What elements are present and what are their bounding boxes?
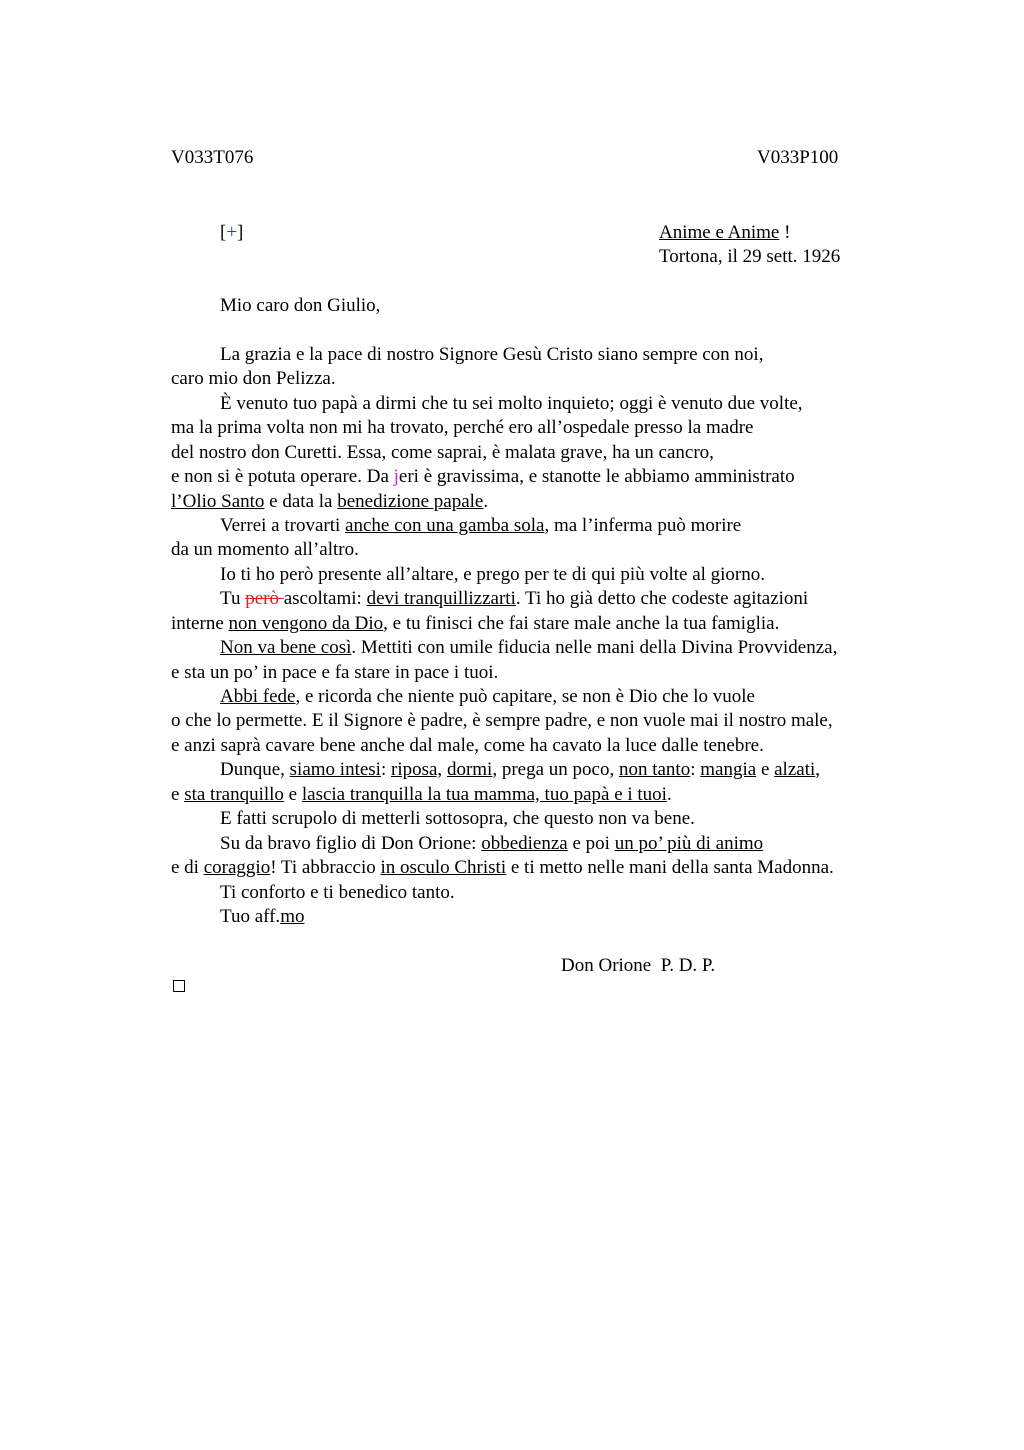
signature: Don Orione P. D. P.	[561, 955, 716, 976]
letter-line: La grazia e la pace di nostro Signore Gesù Cristo siano sempre con noi,	[220, 344, 764, 365]
cross-icon: +	[226, 222, 238, 243]
motto-punct: !	[779, 222, 791, 243]
salutation: Mio caro don Giulio,	[220, 295, 381, 316]
document-code-right: V033P100	[757, 147, 839, 168]
letter-line: da un momento all’altro.	[171, 539, 359, 560]
letter-line: e sta tranquillo e lascia tranquilla la tua mamma, tuo papà e i tuoi.	[171, 784, 672, 805]
letter-line: e non si è potuta operare. Da jeri è gravissima, e stanotte le abbiamo amministrato	[171, 466, 795, 487]
letter-line: l’Olio Santo e data la benedizione papale.	[171, 491, 489, 512]
letter-line: o che lo permette. E il Signore è padre, è sempre padre, e non vuole mai il nostro male,	[171, 710, 833, 731]
corrected-letter: j	[393, 466, 399, 487]
end-square-icon	[173, 980, 185, 992]
cross-marker	[220, 221, 243, 245]
dateline: Tortona, il 29 sett. 1926	[659, 246, 841, 267]
marker-close-bracket: ]	[237, 222, 244, 243]
letter-line: Verrei a trovarti anche con una gamba sola, ma l’inferma può morire	[220, 515, 742, 536]
letter-line: del nostro don Curetti. Essa, come saprai, è malata grave, ha un cancro,	[171, 442, 714, 463]
motto	[659, 221, 790, 245]
letter-line: Ti conforto e ti benedico tanto.	[220, 882, 455, 903]
letter-line: e di coraggio! Ti abbraccio in osculo Christi e ti metto nelle mani della santa Madonna.	[171, 857, 834, 878]
letter-line: Tu però ascoltami: devi tranquillizzarti. Ti ho già detto che codeste agitazioni	[220, 588, 809, 609]
letter-line: Tuo aff.mo	[220, 906, 305, 927]
letter-line: e sta un po’ in pace e fa stare in pace i tuoi.	[171, 662, 499, 683]
letter-line: Abbi fede, e ricorda che niente può capitare, se non è Dio che lo vuole	[220, 686, 755, 707]
marker-open-bracket: [	[220, 222, 227, 243]
motto-text: Anime e Anime	[659, 222, 780, 243]
letter-line: Non va bene così. Mettiti con umile fiducia nelle mani della Divina Provvidenza,	[220, 637, 838, 658]
letter-line: ma la prima volta non mi ha trovato, perché ero all’ospedale presso la madre	[171, 417, 754, 438]
document-code-left: V033T076	[171, 147, 254, 168]
letter-line: interne non vengono da Dio, e tu finisci che fai stare male anche la tua famiglia.	[171, 613, 780, 634]
letter-line: E fatti scrupolo di metterli sottosopra, che questo non va bene.	[220, 808, 695, 829]
letter-line: caro mio don Pelizza.	[171, 368, 336, 389]
letter-line: e anzi saprà cavare bene anche dal male, come ha cavato la luce dalle tenebre.	[171, 735, 764, 756]
letter-line: Io ti ho però presente all’altare, e prego per te di qui più volte al giorno.	[220, 564, 766, 585]
struck-word: però	[245, 588, 284, 609]
letter-line: Dunque, siamo intesi: riposa, dormi, prega un poco, non tanto: mangia e alzati,	[220, 759, 821, 780]
letter-line: Su da bravo figlio di Don Orione: obbedienza e poi un po’ più di animo	[220, 833, 764, 854]
letter-line: È venuto tuo papà a dirmi che tu sei molto inquieto; oggi è venuto due volte,	[220, 393, 803, 414]
